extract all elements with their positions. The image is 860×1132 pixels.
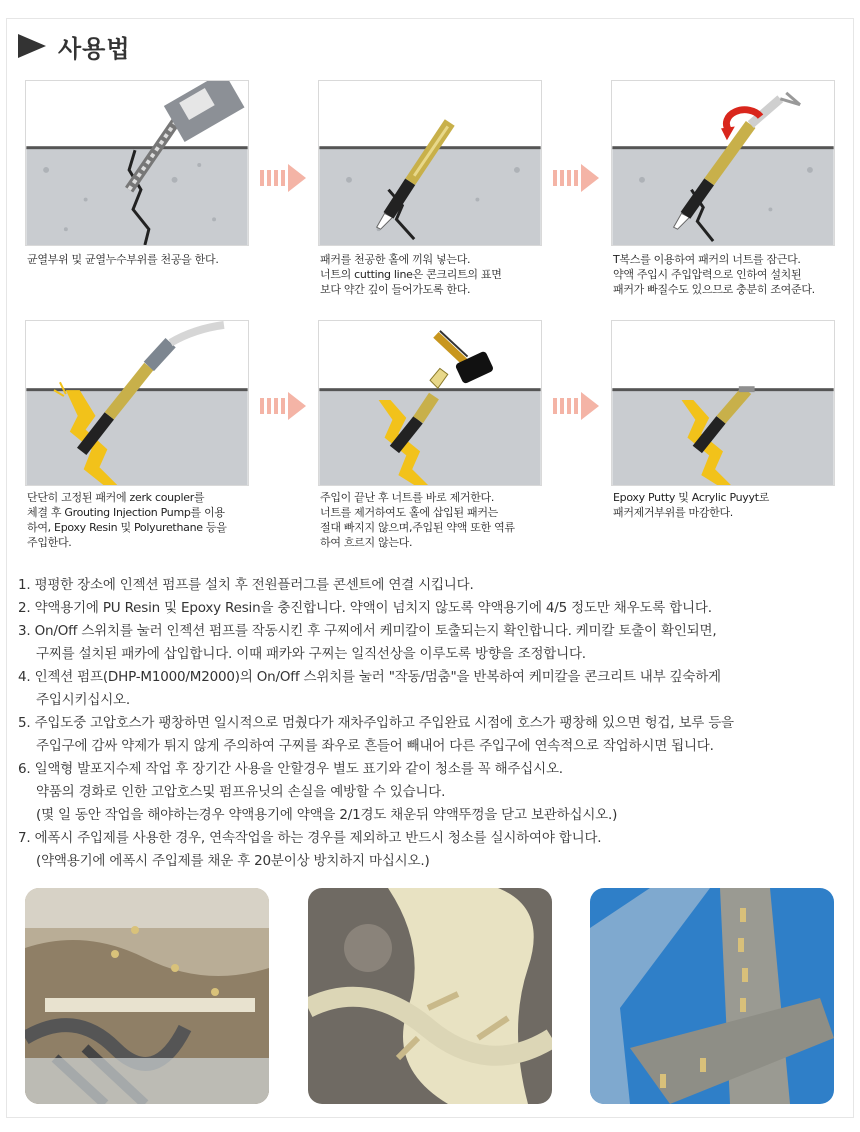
- instruction-line: 주입구에 감싸 약제가 튀지 않게 주의하여 구찌를 좌우로 흔들어 빼내어 다른 주입구에 연속적으로 작업하시면 됩니다.: [36, 738, 714, 754]
- instruction-line: 구찌를 설치된 패카에 삽입합니다. 이때 패카와 구찌는 일직선상을 이루도록 방향을 조정합니다.: [36, 646, 586, 662]
- instruction-line: (약액용기에 에폭시 주입제를 채운 후 20분이상 방치하지 마십시오.): [36, 853, 430, 869]
- section-header: [18, 28, 131, 64]
- step-6-illustration: [611, 320, 835, 486]
- step-2-caption: 패커를 천공한 홀에 끼워 넣는다. 너트의 cutting line은 콘크리트의 표면 보다 약간 깊이 들어가도록 한다.: [320, 253, 502, 296]
- photo-foam-injection: [308, 888, 552, 1104]
- triangle-right-icon: [18, 34, 46, 58]
- step-6-caption: Epoxy Putty 및 Acrylic Puyyt로 패커제거부위를 마감한다.: [613, 491, 770, 519]
- step-3-illustration: [611, 80, 835, 246]
- instruction-line: 2. 약액용기에 PU Resin 및 Epoxy Resin을 충진합니다. 약액이 넘치지 않도록 약액용기에 4/5 정도만 채우도록 합니다.: [18, 600, 712, 616]
- step-4-caption: 단단히 고정된 패커에 zerk coupler를 체결 후 Grouting Injection Pump를 이용 하여, Epoxy Resin 및 Polyurethane 등을 주입한다.: [27, 491, 227, 549]
- step-2-illustration: [318, 80, 542, 246]
- instruction-line: 1. 평평한 장소에 인젝션 펌프를 설치 후 전원플러그를 콘센트에 연결 시킵니다.: [18, 577, 474, 593]
- step-5-illustration: [318, 320, 542, 486]
- step-3-caption: T복스를 이용하여 패커의 너트를 잠근다. 약액 주입시 주입압력으로 인하여 설치된 패커가 빠질수도 있으므로 충분히 조여준다.: [613, 253, 815, 296]
- instruction-line: 6. 일액형 발포지수제 작업 후 장기간 사용을 안할경우 별도 표기와 같이 청소를 꼭 해주십시오.: [18, 761, 563, 777]
- step-5-caption: 주입이 끝난 후 너트를 바로 제거한다. 너트를 제거하여도 홀에 삽입된 패커는 절대 빠지지 않으며,주입된 약액 또한 역류 하여 흐르지 않는다.: [320, 491, 515, 549]
- instruction-line: 주입시키십시오.: [36, 692, 130, 708]
- instruction-line: 5. 주입도중 고압호스가 팽창하면 일시적으로 멈췄다가 재차주입하고 주입완료 시점에 호스가 팽창해 있으면 헝겁, 보루 등을: [18, 715, 734, 731]
- photo-injection-work: [25, 888, 269, 1104]
- photo-blue-wall-packers: [590, 888, 834, 1104]
- section-title: 사용법: [58, 34, 131, 63]
- step-1-caption: 균열부위 및 균열누수부위를 천공을 한다.: [27, 253, 219, 266]
- step-arrow-icon: [260, 392, 306, 420]
- instruction-line: (몇 일 동안 작업을 해야하는경우 약액용기에 약액을 2/1경도 채운뒤 약액뚜껑을 닫고 보관하십시오.): [36, 807, 618, 823]
- step-arrow-icon: [553, 164, 599, 192]
- instruction-line: 3. On/Off 스위치를 눌러 인젝션 펌프를 작동시킨 후 구찌에서 케미칼이 토출되는지 확인합니다. 케미칼 토출이 확인되면,: [18, 623, 717, 639]
- instruction-line: 7. 에폭시 주입제를 사용한 경우, 연속작업을 하는 경우를 제외하고 반드시 청소를 실시하여야 합니다.: [18, 830, 602, 846]
- step-arrow-icon: [260, 164, 306, 192]
- instruction-line: 4. 인젝션 펌프(DHP-M1000/M2000)의 On/Off 스위치를 눌러 "작동/멈춤"을 반복하여 케미칼을 콘크리트 내부 깊숙하게: [18, 669, 721, 685]
- step-arrow-icon: [553, 392, 599, 420]
- step-1-illustration: [25, 80, 249, 246]
- step-4-illustration: [25, 320, 249, 486]
- instruction-list: [18, 574, 848, 873]
- instruction-line: 약품의 경화로 인한 고압호스및 펌프유닛의 손실을 예방할 수 있습니다.: [36, 784, 446, 800]
